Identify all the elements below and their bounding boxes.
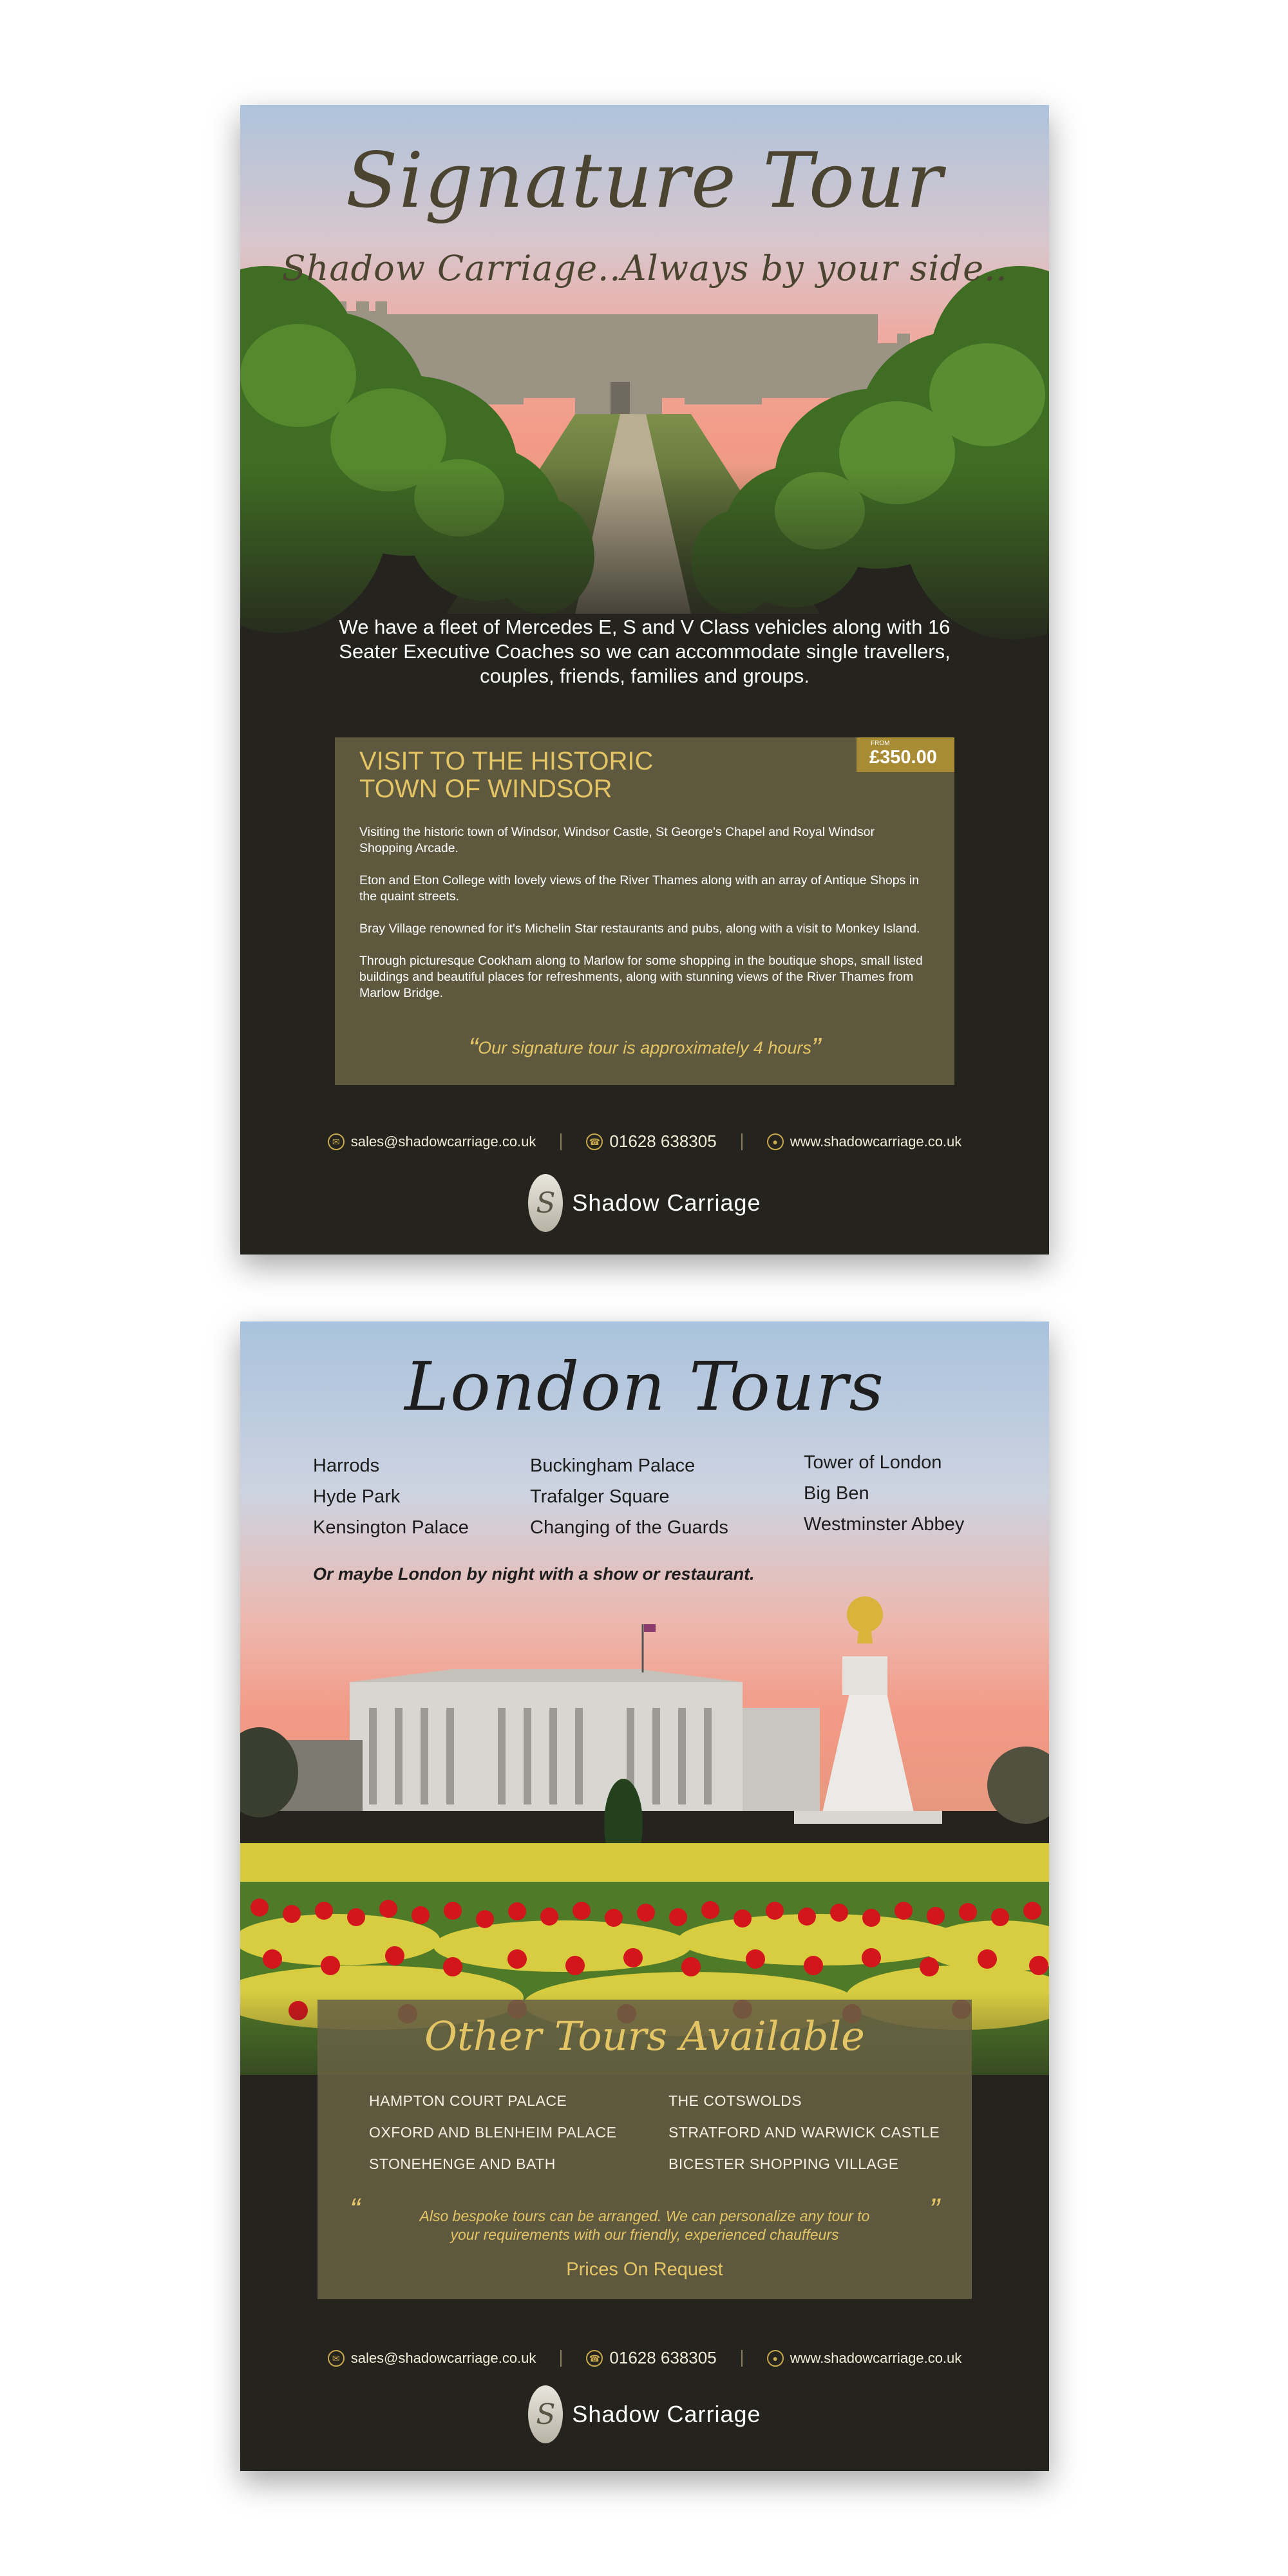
website-contact[interactable]	[767, 1133, 962, 1150]
contact-bar	[240, 2348, 1049, 2368]
envelope-icon: ✉	[328, 2350, 345, 2367]
divider	[741, 1133, 743, 1150]
phone-icon: ☎	[586, 1133, 603, 1150]
quote-text: Our signature tour is approximately 4 hours	[478, 1038, 811, 1057]
page-title: Signature Tour	[345, 136, 944, 225]
quote-open-icon: “	[350, 2193, 360, 2227]
quote-open-icon: “	[468, 1032, 478, 1064]
tour-item: Kensington Palace	[313, 1517, 469, 1538]
email-text: sales@shadowcarriage.co.uk	[350, 2349, 536, 2366]
monogram-logo-icon: S	[528, 2385, 563, 2443]
email-text: sales@shadowcarriage.co.uk	[350, 1133, 536, 1150]
other-tours-heading: Other Tours Available	[424, 2012, 865, 2060]
contact-bar	[240, 1132, 1049, 1151]
divider	[560, 2350, 562, 2367]
tour-item: Big Ben	[804, 1483, 869, 1504]
other-tour-item: HAMPTON COURT PALACE	[369, 2092, 567, 2109]
other-tour-item: THE COTSWOLDS	[668, 2092, 802, 2109]
tour-list-column-1	[313, 1450, 469, 1543]
page-title: London Tours	[404, 1347, 885, 1426]
card-heading-line2: TOWN OF WINDSOR	[359, 775, 612, 803]
tour-item: Hyde Park	[313, 1486, 401, 1507]
bespoke-line-1: Also bespoke tours can be arranged. We can personalize any tour to	[419, 2208, 870, 2224]
tour-list-column-2	[530, 1450, 728, 1543]
globe-icon: ●	[767, 2350, 784, 2367]
brand-logo	[240, 1174, 1049, 1232]
fleet-intro: We have a fleet of Mercedes E, S and V Class vehicles along with 16 Seater Executive Coaches so we can accommodate single travellers, couples, friends, families and groups.	[339, 616, 951, 687]
london-tours-flyer	[240, 1321, 1049, 2471]
other-tour-item: STRATFORD AND WARWICK CASTLE	[668, 2124, 940, 2141]
website-text: www.shadowcarriage.co.uk	[790, 1133, 962, 1150]
tagline: Shadow Carriage..Always by your side..	[281, 248, 1008, 289]
envelope-icon: ✉	[328, 1133, 345, 1150]
phone-text: 01628 638305	[609, 2348, 717, 2367]
signature-tour-flyer	[240, 105, 1049, 1255]
other-tour-item: OXFORD AND BLENHEIM PALACE	[369, 2124, 617, 2141]
card-paragraph: Eton and Eton College with lovely views of the River Thames along with an array of Antique Shops in the quaint streets.	[359, 873, 919, 904]
brand-name: Shadow Carriage	[572, 1189, 761, 1216]
quote-close-icon: ”	[811, 1032, 821, 1064]
phone-contact[interactable]	[586, 1132, 716, 1151]
card-paragraph: Through picturesque Cookham along to Marlow for some shopping in the boutique shops, small listed buildings and beautiful places for refreshments, along with stunning views of the River Thames from Marlow Bridge.	[359, 954, 923, 1000]
card-paragraph: Visiting the historic town of Windsor, Windsor Castle, St George's Chapel and Royal Windsor Shopping Arcade.	[359, 825, 875, 855]
price-badge	[857, 737, 954, 772]
windsor-tour-card	[335, 737, 954, 1085]
email-contact[interactable]	[328, 2350, 536, 2367]
london-by-night: Or maybe London by night with a show or restaurant.	[313, 1564, 755, 1584]
other-tour-item: BICESTER SHOPPING VILLAGE	[668, 2155, 899, 2172]
brand-name: Shadow Carriage	[572, 2401, 761, 2427]
card-heading-line1: VISIT TO THE HISTORIC	[359, 747, 654, 775]
brand-logo	[240, 2385, 1049, 2443]
other-tours-right	[668, 2085, 940, 2180]
quote-close-icon: ”	[929, 2193, 940, 2227]
tour-list-column-3	[804, 1447, 964, 1540]
price-prefix: FROM	[871, 740, 890, 747]
tour-item: Changing of the Guards	[530, 1517, 728, 1538]
other-tours-card	[317, 2000, 972, 2299]
other-tours-left	[369, 2085, 617, 2180]
bespoke-quote	[317, 2193, 972, 2244]
divider	[741, 2350, 743, 2367]
monogram-logo-icon: S	[528, 1174, 563, 1232]
other-tour-item: STONEHENGE AND BATH	[369, 2155, 556, 2172]
website-text: www.shadowcarriage.co.uk	[790, 2349, 962, 2366]
bespoke-line-2: your requirements with our friendly, experienced chauffeurs	[450, 2226, 839, 2243]
website-contact[interactable]	[767, 2350, 962, 2367]
price-value: £350.00	[869, 747, 937, 768]
phone-text: 01628 638305	[609, 1132, 717, 1151]
phone-icon: ☎	[586, 2350, 603, 2367]
tour-item: Westminster Abbey	[804, 1514, 965, 1535]
tour-item: Tower of London	[804, 1452, 942, 1473]
globe-icon: ●	[767, 1133, 784, 1150]
tour-item: Buckingham Palace	[530, 1455, 696, 1476]
divider	[560, 1133, 562, 1150]
tour-item: Harrods	[313, 1455, 380, 1476]
tour-duration-quote	[335, 1032, 954, 1065]
card-paragraph: Bray Village renowned for it's Michelin Star restaurants and pubs, along with a visit to Monkey Island.	[359, 922, 920, 936]
phone-contact[interactable]	[586, 2348, 716, 2368]
tour-item: Trafalger Square	[530, 1486, 670, 1507]
prices-on-request: Prices On Request	[566, 2259, 723, 2280]
email-contact[interactable]	[328, 1133, 536, 1150]
